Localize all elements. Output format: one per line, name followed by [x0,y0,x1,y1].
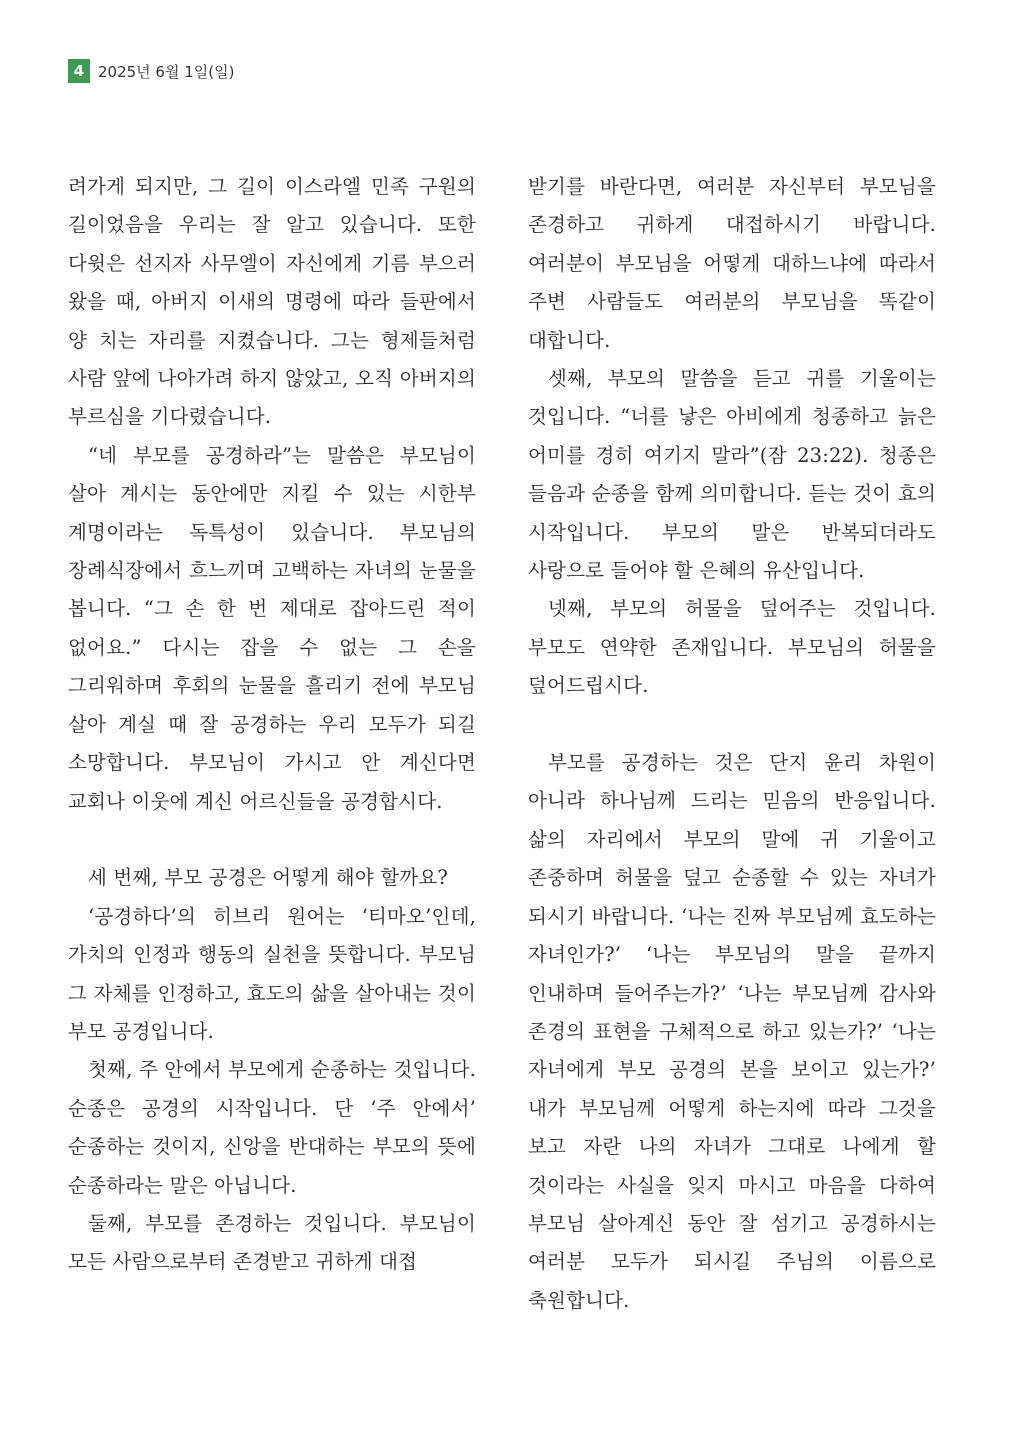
page-header [68,58,234,84]
paragraph: ‘공경하다’의 히브리 원어는 ‘티마오’인데, 가치의 인정과 행동의 실천을 뜻합니다. 부모님 그 자체를 인정하고, 효도의 삶을 살아내는 것이 부모 공경입니다. [68,904,476,1043]
paragraph: 받기를 바란다면, 여러분 자신부터 부모님을 존경하고 귀하게 대접하시기 바랍니다. 여러분이 부모님을 어떻게 대하느냐에 따라서 주변 사람들도 여러분의 부모님을 똑같이 대합니다. [528,175,936,352]
paragraph: 첫째, 주 안에서 부모에게 순종하는 것입니다. 순종은 공경의 시작입니다. 단 ‘주 안에서’ 순종하는 것이지, 신앙을 반대하는 부모의 뜻에 순종하라는 말은 아닙니다. [68,1058,476,1197]
paragraph: 넷째, 부모의 허물을 덮어주는 것입니다. 부모도 연약한 존재입니다. 부모님의 허물을 덮어드립시다. [528,597,936,698]
paragraph: 둘째, 부모를 존경하는 것입니다. 부모님이 모든 사람으로부터 존경받고 귀하게 대접 [68,1211,476,1274]
paragraph-gap [68,821,476,859]
page-number: 4 [68,59,90,83]
issue-date: 2025년 6월 1일(일) [98,62,235,81]
section-question: 세 번째, 부모 공경은 어떻게 해야 할까요? [88,866,449,890]
right-column [528,168,936,1320]
paragraph: 부모를 공경하는 것은 단지 윤리 차원이 아니라 하나님께 드리는 믿음의 반응입니다. 삶의 자리에서 부모의 말에 귀 기울이고 존중하며 허물을 덮고 순종할 수 있는 자녀가 되시기 바랍니다. ‘나는 진짜 부모님께 효도하는 자녀인가?’ ‘나는 부모님의 말을 끝까지 인내하며 들어주는가?’ ‘나는 부모님께 감사와 존경의 표현을 구체적으로 하고 있는가?’ ‘나는 자녀에게 부모 공경의 본을 보이고 있는가?’ 내가 부모님께 어떻게 하는지에 따라 그것을 보고 자란 나의 자녀가 그대로 나에게 할 것이라는 사실을 잊지 마시고 마음을 다하여 부모님 살아계신 동안 잘 섬기고 공경하시는 여러분 모두가 되시길 주님의 이름으로 축원합니다. [528,751,936,1312]
paragraph-gap [528,706,936,744]
paragraph: 셋째, 부모의 말씀을 듣고 귀를 기울이는 것입니다. “너를 낳은 아비에게 청종하고 늙은 어미를 경히 여기지 말라”(잠 23:22). 청종은 들음과 순종을 함께 의미합니다. 듣는 것이 효의 시작입니다. 부모의 말은 반복되더라도 사랑으로 들어야 할 은혜의 유산입니다. [528,367,936,583]
left-column [68,168,476,1282]
paragraph: 려가게 되지만, 그 길이 이스라엘 민족 구원의 길이었음을 우리는 잘 알고 있습니다. 또한 다윗은 선지자 사무엘이 자신에게 기름 부으러 왔을 때, 아버지 이새의 명령에 따라 들판에서 양 치는 자리를 지켰습니다. 그는 형제들처럼 사람 앞에 나아가려 하지 않았고, 오직 아버지의 부르심을 기다렸습니다. [68,175,476,429]
paragraph: “네 부모를 공경하라”는 말씀은 부모님이 살아 계시는 동안에만 지킬 수 있는 시한부 계명이라는 독특성이 있습니다. 부모님의 장례식장에서 흐느끼며 고백하는 자녀의 눈물을 봅니다. “그 손 한 번 제대로 잡아드린 적이 없어요.” 다시는 잡을 수 없는 그 손을 그리워하며 후회의 눈물을 흘리기 전에 부모님 살아 계실 때 잘 공경하는 우리 모두가 되길 소망합니다. 부모님이 가시고 안 계신다면 교회나 이웃에 계신 어르신들을 공경합시다. [68,443,476,813]
